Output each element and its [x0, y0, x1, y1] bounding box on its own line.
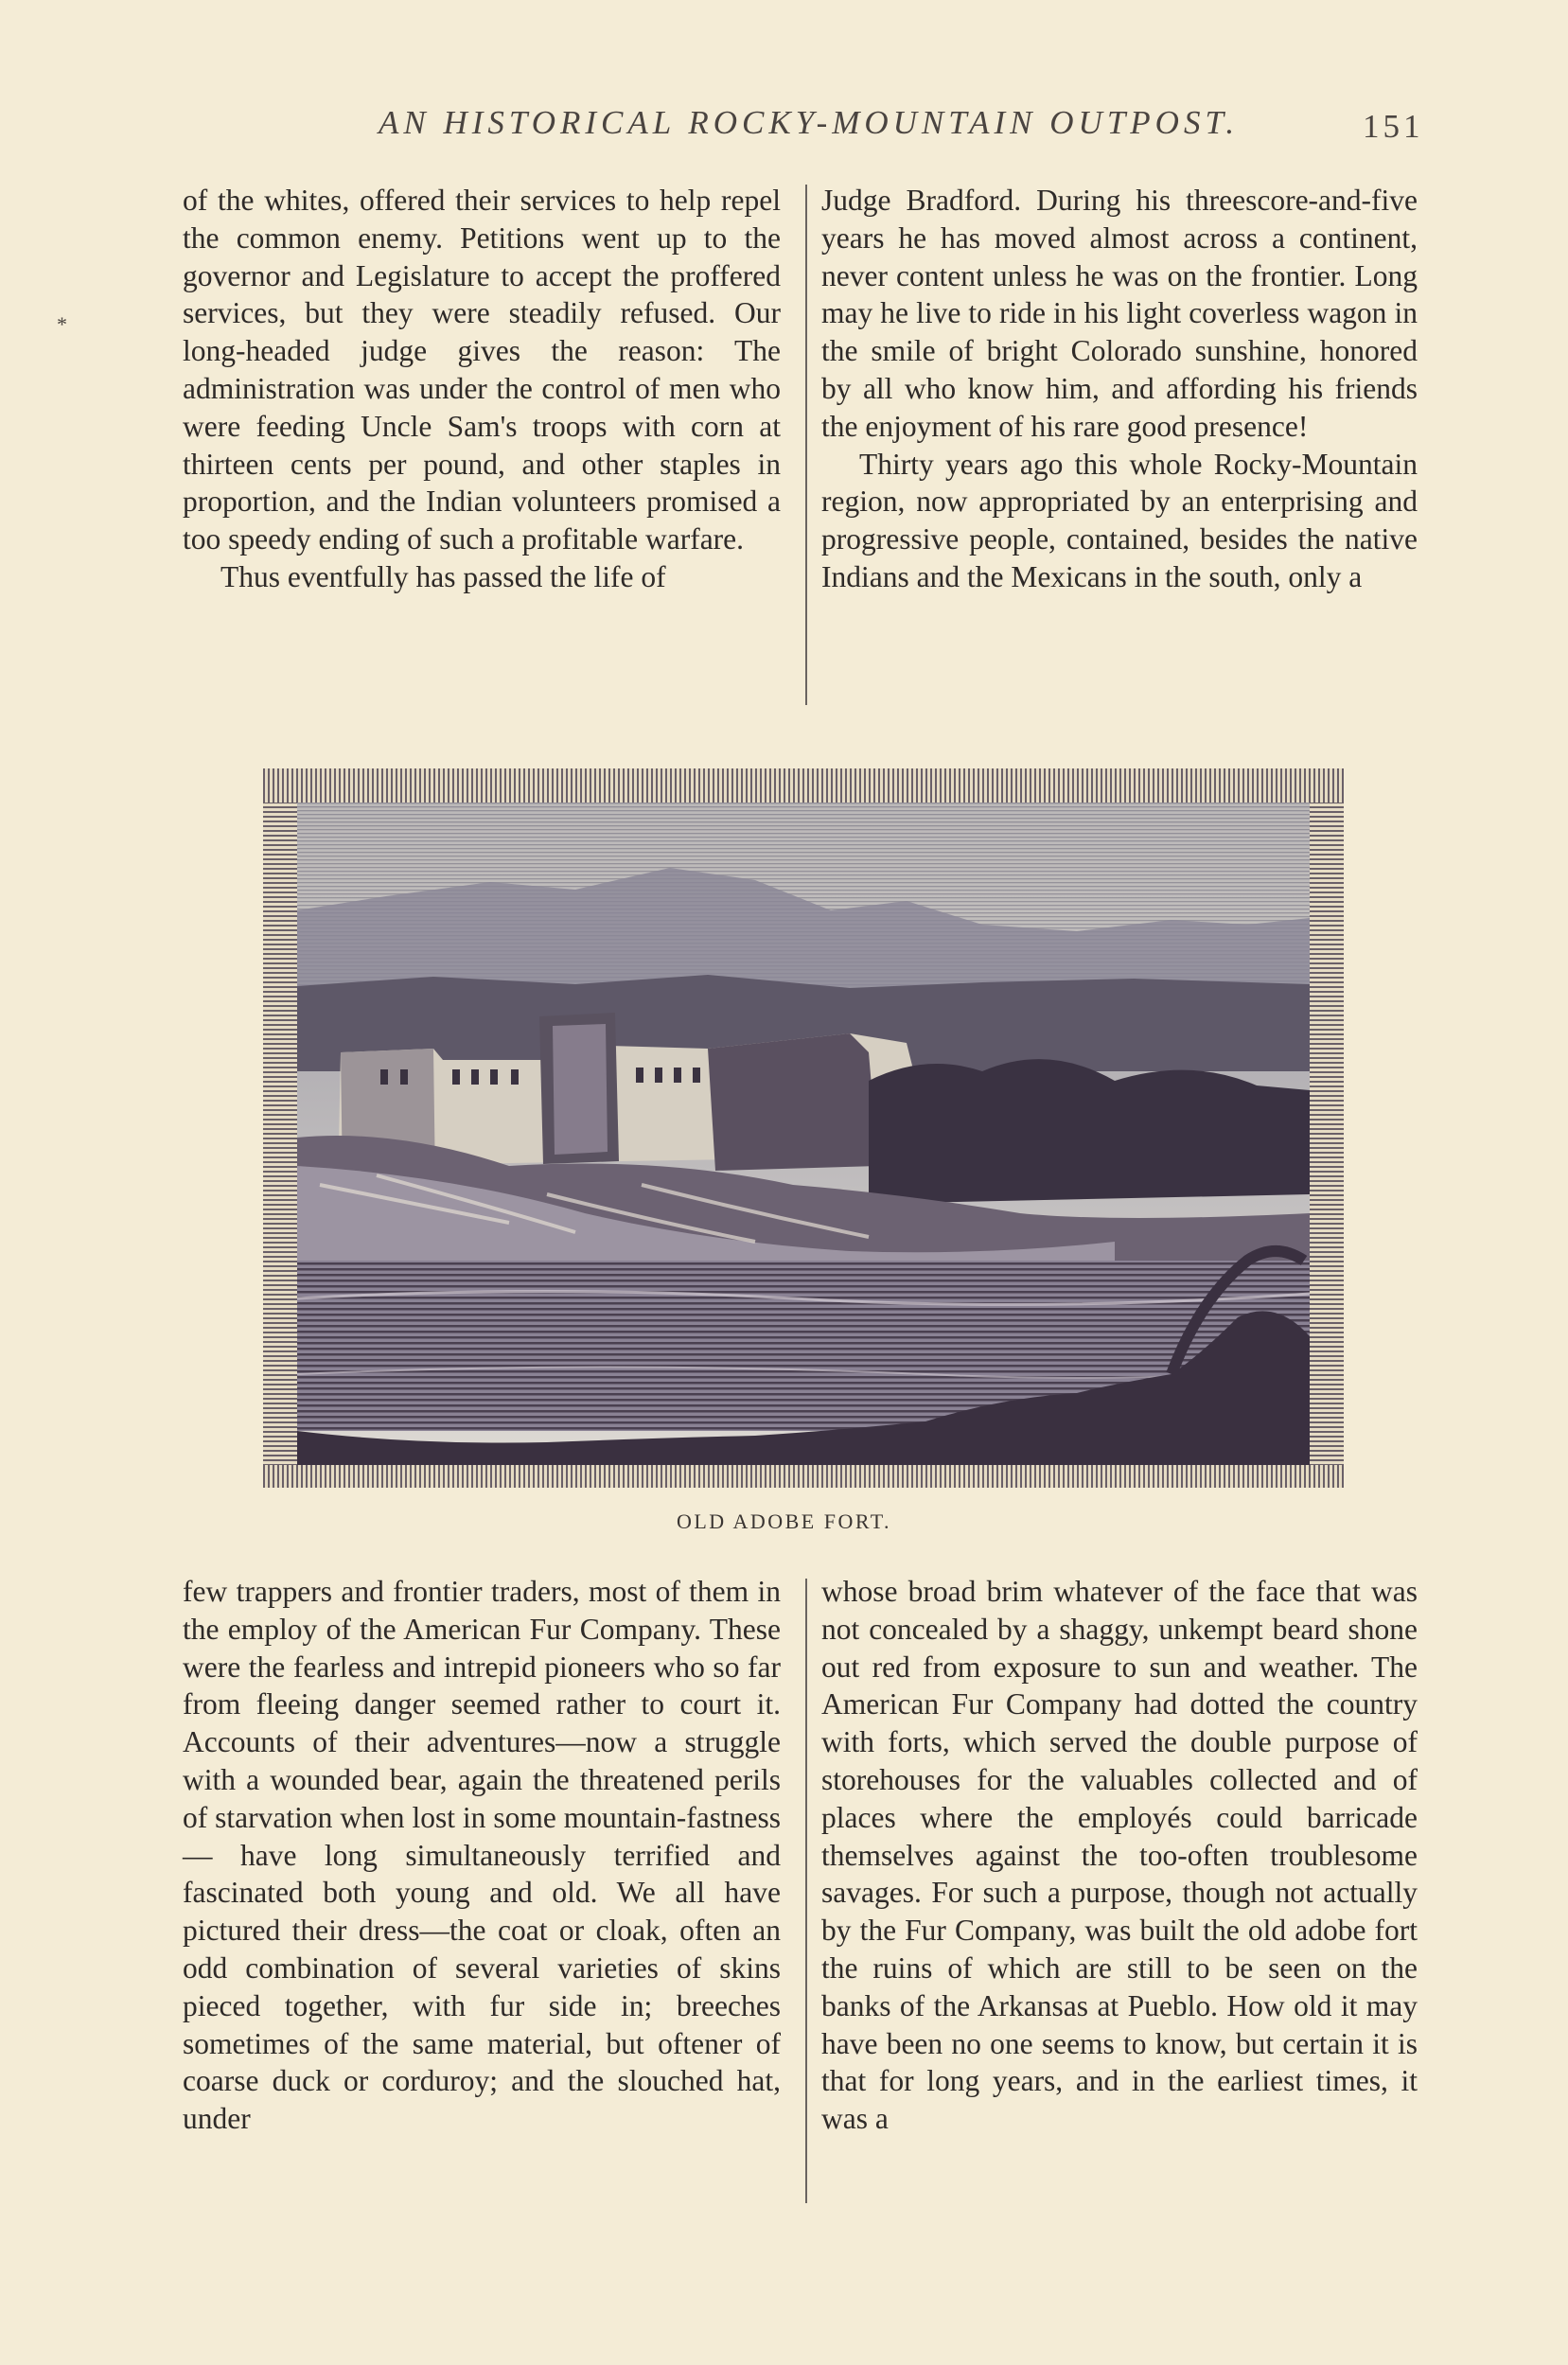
- paragraph: Thirty years ago this whole Rocky-Mountain region, now appropriated by an enterprising and progressive people, contained, besides the native Indians and the Mexicans in the south, only a: [821, 447, 1418, 593]
- running-head: [0, 104, 1568, 151]
- running-title: AN HISTORICAL ROCKY-MOUNTAIN OUTPOST.: [379, 104, 1240, 141]
- paragraph: of the whites, offered their services to help repel the common enemy. Petitions went up to the governor and Legislature to accept the proffered services, but they were steadily refused. Our long-headed judge gives the reason: The administration was under the control of men who were feeding Uncle Sam's troops with corn at thirteen cents per pound, and other staples in proportion, and the Indian volunteers promised a too speedy ending of such a profitable warfare.: [183, 184, 781, 556]
- paragraph: Judge Bradford. During his threescore-and-five years he has moved almost across a continent, never content unless he was on the frontier. Long may he live to ride in his light coverless wagon in the smile of bright Colorado sunshine, honored by all who know him, and affording his friends the enjoyment of his rare good presence!: [821, 184, 1418, 443]
- figure-caption: OLD ADOBE FORT.: [676, 1509, 892, 1533]
- column-rule: [805, 185, 807, 705]
- margin-mark: *: [57, 312, 67, 336]
- paragraph: few trappers and frontier traders, most of them in the employ of the American Fur Company. These were the fearless and intrepid pioneers who so far from fleeing danger seemed rather to court it. Accounts of their adventures—now a struggle with a wounded bear, again the threatened perils of starvation when lost in some mountain-fastness — have long simultaneously terrified and fascinated both young and old. We all have pictured their dress—the coat or cloak, often an odd combination of several varieties of skins pieced together, with fur side in; breeches sometimes of the same material, but oftener of coarse duck or corduroy; and the slouched hat, under: [183, 1575, 781, 2136]
- bottom-left-column: [183, 1573, 781, 2138]
- bottom-right-column: [821, 1573, 1418, 2138]
- adobe-fort-engraving: [263, 768, 1344, 1488]
- paragraph: whose broad brim whatever of the face that was not concealed by a shaggy, unkempt beard shone out red from exposure to sun and weather. The American Fur Company had dotted the country with forts, which served the double purpose of storehouses for the valuables collected and of places where the employés could barricade themselves against the too-often troublesome savages. For such a purpose, though not actually by the Fur Company, was built the old adobe fort the ruins of which are still to be seen on the banks of the Arkansas at Pueblo. How old it may have been no one seems to know, but certain it is that for long years, and in the earliest times, it was a: [821, 1575, 1418, 2136]
- top-left-column: [183, 182, 781, 596]
- top-right-column: [821, 182, 1418, 596]
- column-rule: [805, 1579, 807, 2203]
- paragraph: Thus eventfully has passed the life of: [220, 559, 666, 593]
- page-number: 151: [1363, 108, 1424, 145]
- engraving-illustration: [263, 768, 1344, 1488]
